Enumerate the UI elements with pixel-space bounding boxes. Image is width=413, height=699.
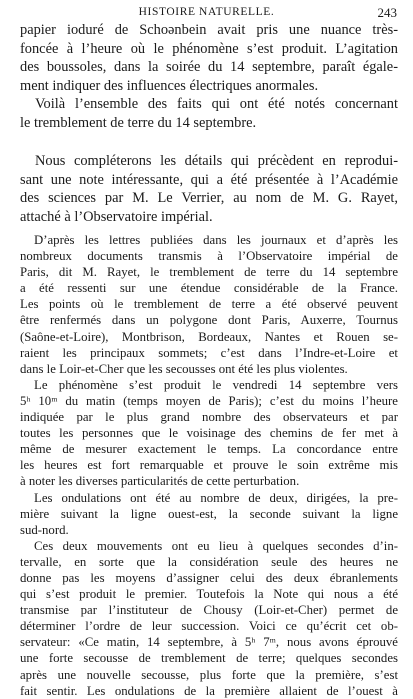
text-line: Nous compléterons les détails qui précèdent en reprodui-: [35, 153, 398, 169]
text-line: sud-nord.: [20, 522, 69, 537]
text-line: une forte secousse de tremblement de terre; quelques secondes: [20, 651, 398, 666]
quoted-note: [20, 232, 398, 699]
text-line: tervalle, en sorte que la considération seule des heures ne: [20, 554, 398, 569]
text-line: a été ressenti sur une étendue considérable de la France.: [20, 281, 398, 296]
text-line: qui s’est produit le premier. Toutefois la Note qui nous a été: [20, 587, 398, 602]
text-line: déterminer l’ordre de leur succession. Voici ce qu’écrit cet ob-: [20, 619, 398, 634]
text-line: foncée à l’heure où le phénomène s’est produit. L’agitation: [20, 40, 398, 57]
text-line: servateur: «Ce matin, 14 septembre, à 5ʰ 7ᵐ, nous avons éprouvé: [20, 635, 398, 650]
text-line: les heures est fort remarquable et prouve le soin extrême mis: [20, 458, 398, 473]
text-line: donne pas les moyens d’assigner celui des deux ébranlements: [20, 570, 398, 585]
text-line: sant une note intéressante, qui a été présentée à l’Académie: [20, 171, 398, 188]
text-line: D’après les lettres publiées dans les journaux et d’après les: [34, 233, 398, 247]
transition-paragraph: [20, 152, 398, 226]
text-line: Les points où le tremblement de terre a été observé peuvent: [20, 297, 398, 312]
text-line: papier ioduré de Schoənbein avait pris une nuance très-: [20, 22, 398, 38]
text-line: Paris, dit M. Rayet, le tremblement de terre du 14 septembre: [20, 265, 398, 280]
text-line: le tremblement de terre du 14 septembre.: [20, 114, 257, 131]
text-line: indiquée par le plus grand nombre des observateurs et par: [20, 410, 398, 425]
text-line: Le phénomène s’est produit le vendredi 14 septembre vers: [34, 377, 398, 392]
text-line: même de mesurer exactement le temps. La concordance entre: [20, 442, 398, 457]
text-line: raient les principaux sommets; c’est dans l’Indre-et-Loire et: [20, 345, 398, 360]
text-line: nombreux documents transmis à l’Observatoire impérial de: [20, 249, 398, 264]
text-line: dans le Loir-et-Cher que les secousses ont été les plus violentes.: [20, 361, 348, 376]
text-line: fait sentir. Les ondulations de la première allaient de l’ouest à: [20, 683, 398, 698]
text-line: être renfermés dans un polygone dont Paris, Auxerre, Tournus: [20, 313, 398, 328]
text-line: à noter les diverses particularités de cette perturbation.: [20, 474, 300, 489]
text-line: transmise par l’instituteur de Chousy (Loir-et-Cher) permet de: [20, 603, 398, 618]
text-line: Ces deux mouvements ont eu lieu à quelques secondes d’in-: [34, 538, 398, 553]
text-line: mière suivant la ligne ouest-est, la seconde suivant la ligne: [20, 506, 398, 521]
text-line: attaché à l’Observatoire impérial.: [20, 208, 213, 225]
intro-paragraph: [20, 21, 398, 133]
text-line: Les ondulations ont été au nombre de deux, dirigées, la pre-: [34, 490, 398, 505]
text-line: 5ʰ 10ᵐ du matin (temps moyen de Paris); c’est du moins l’heure: [20, 393, 398, 408]
running-title: HISTOIRE NATURELLE.: [138, 6, 275, 18]
text-line: (Saône-et-Loire), Montbrison, Bordeaux, Nantes et Rouen se-: [20, 329, 398, 344]
text-line: des sciences par M. Le Verrier, au nom de M. G. Rayet,: [20, 190, 398, 207]
page-number: 243: [377, 5, 397, 20]
text-line: des boussoles, dans la soirée du 14 septembre, paraît égale-: [20, 59, 398, 76]
text-line: ment indiquer des influences électriques anormales.: [20, 77, 319, 94]
text-line: après une nouvelle secousse, plus forte que la première, s’est: [20, 667, 398, 682]
text-line: Voilà l’ensemble des faits qui ont été notés concernant: [35, 96, 398, 113]
text-line: toutes les personnes que le voisinage des chemins de fer met à: [20, 426, 398, 441]
